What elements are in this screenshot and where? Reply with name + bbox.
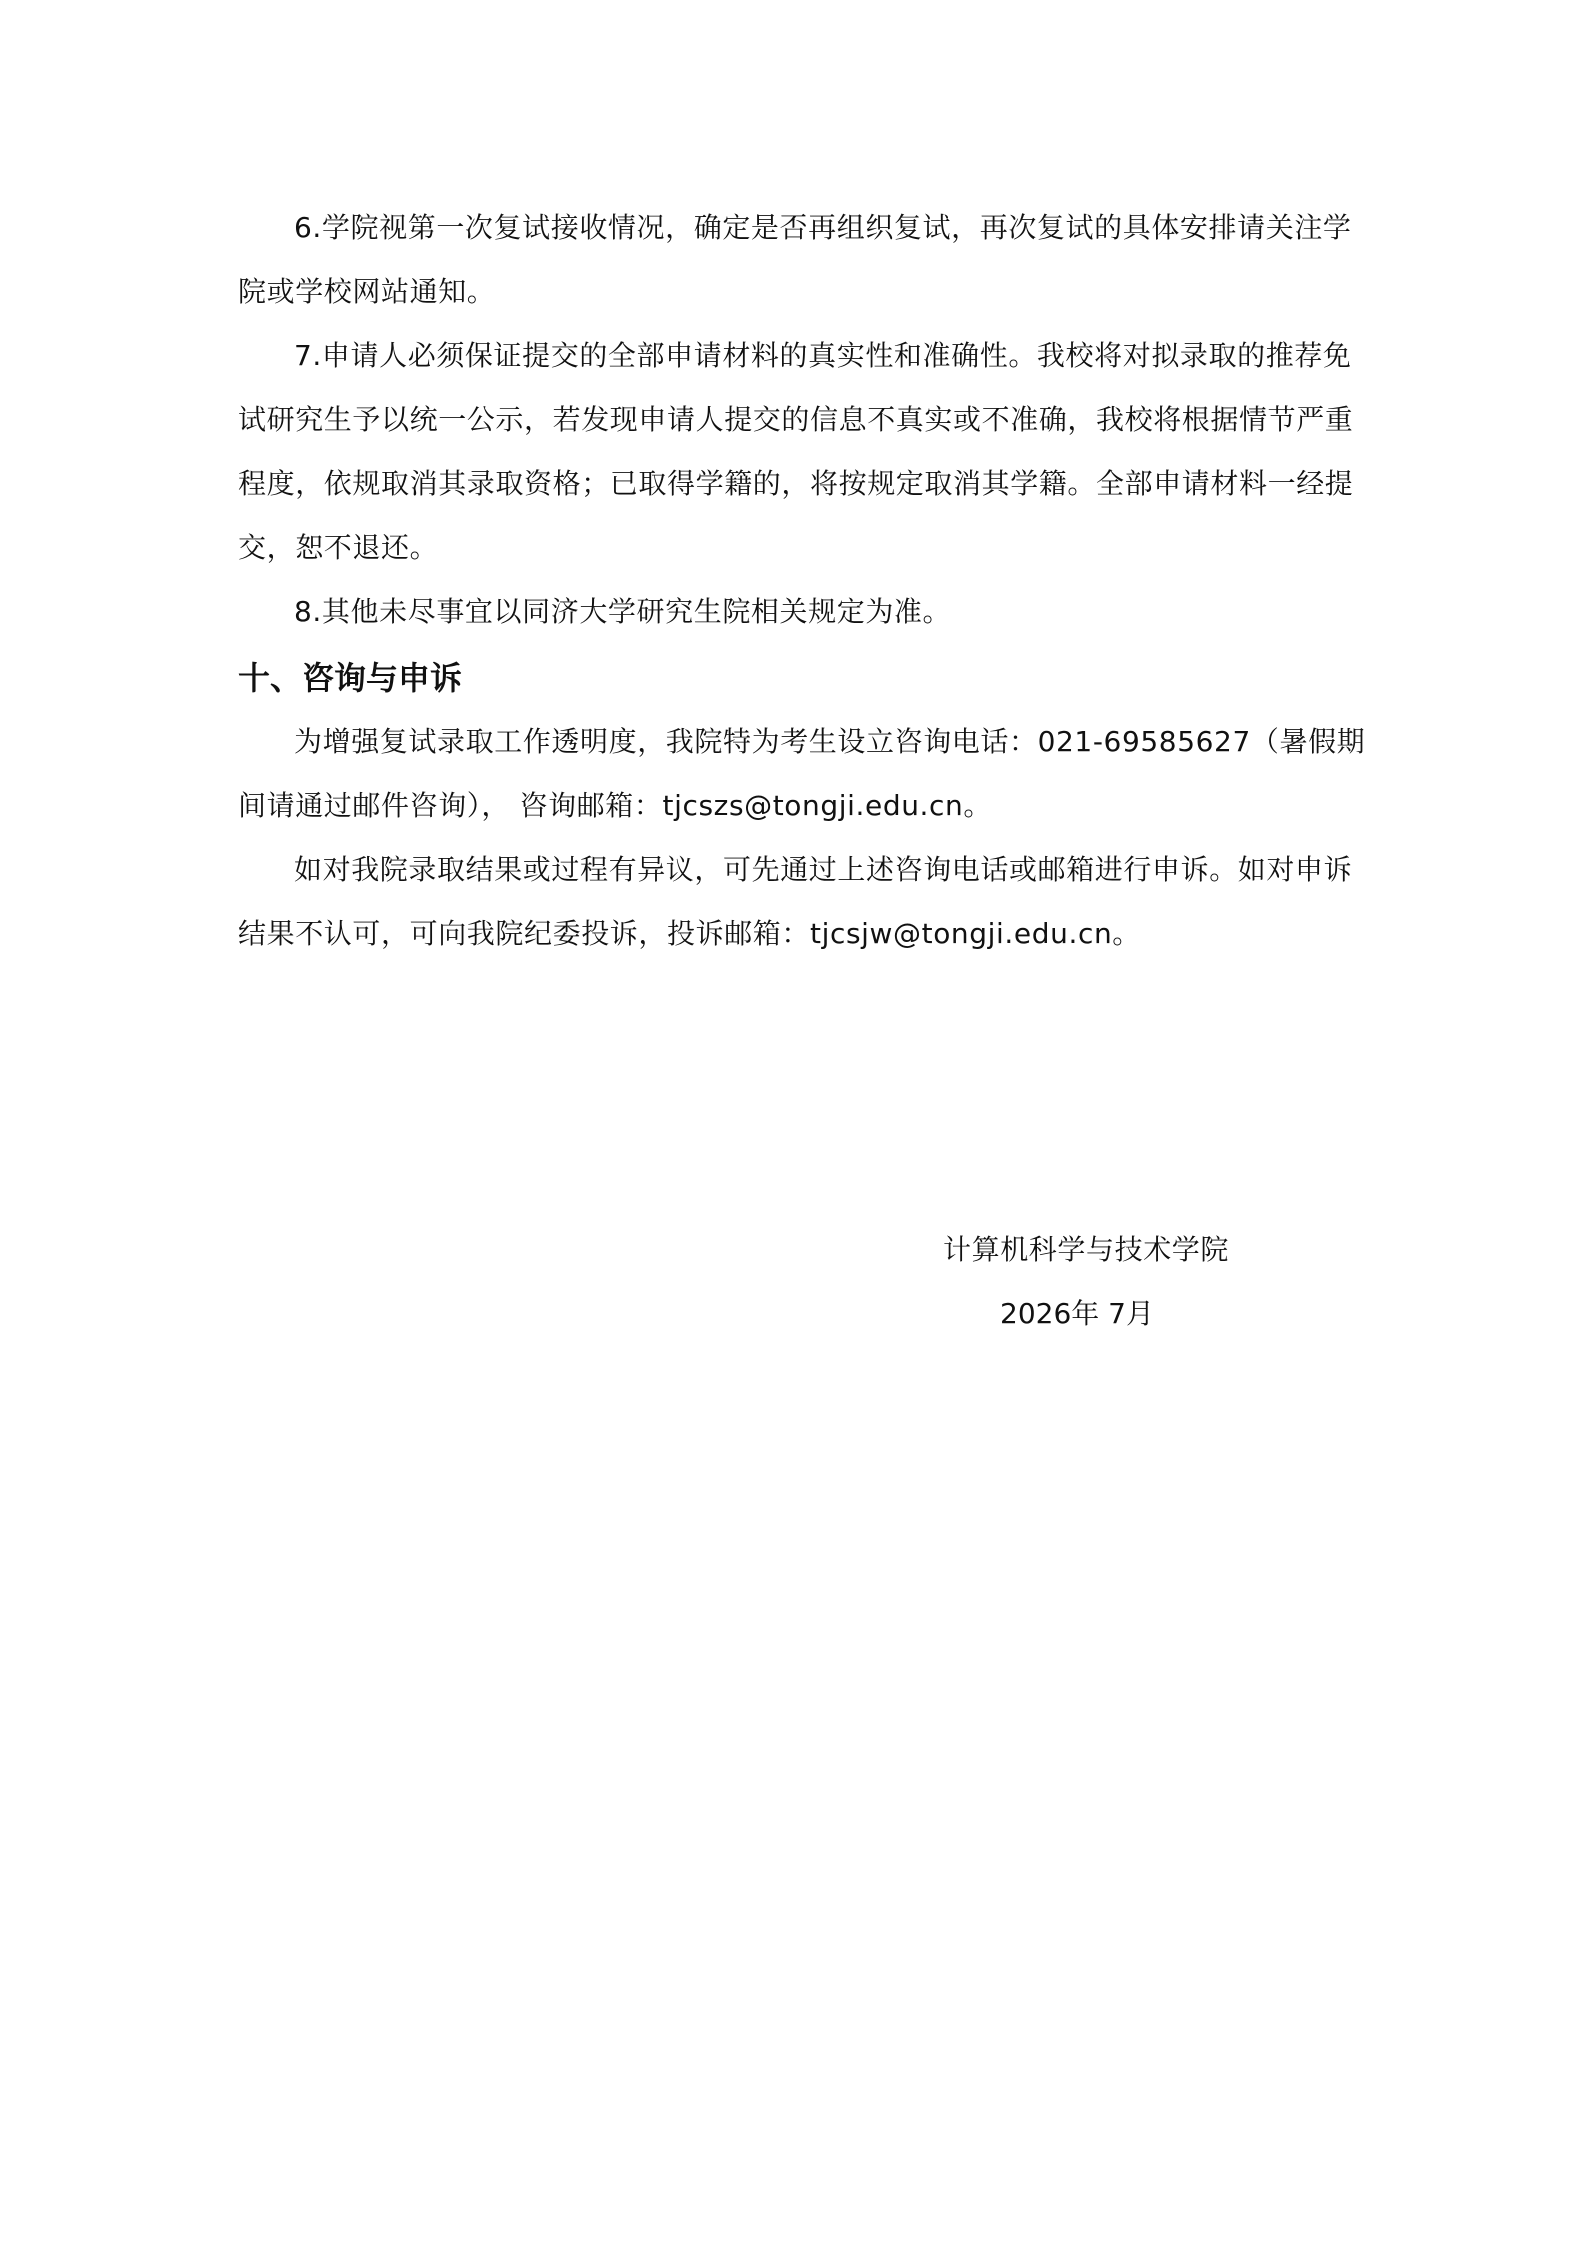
signature-date: 2026年 7月 <box>1000 1297 1154 1330</box>
appeal-paragraph: 如对我院录取结果或过程有异议，可先通过上述咨询电话或邮箱进行申诉。如对申诉结果不认可，可向我院纪委投诉，投诉邮箱：tjcsjw@tongji.edu.cn。 <box>238 853 1353 950</box>
document-body <box>238 196 1370 966</box>
signature-organization: 计算机科学与技术学院 <box>943 1233 1230 1266</box>
section-heading-consultation: 十、咨询与申诉 <box>238 659 463 697</box>
list-item-6: 6.学院视第一次复试接收情况，确定是否再组织复试，再次复试的具体安排请关注学院或学校网站通知。 <box>238 211 1352 308</box>
list-item-8: 8.其他未尽事宜以同济大学研究生院相关规定为准。 <box>294 595 952 628</box>
list-item-7: 7.申请人必须保证提交的全部申请材料的真实性和准确性。我校将对拟录取的推荐免试研究生予以统一公示，若发现申请人提交的信息不真实或不准确，我校将根据情节严重程度，依规取消其录取资格；已取得学籍的，将按规定取消其学籍。全部申请材料一经提交，恕不退还。 <box>238 339 1354 564</box>
consultation-paragraph: 为增强复试录取工作透明度，我院特为考生设立咨询电话：021-69585627（暑假期间请通过邮件咨询）， 咨询邮箱：tjcszs@tongji.edu.cn。 <box>238 725 1366 822</box>
